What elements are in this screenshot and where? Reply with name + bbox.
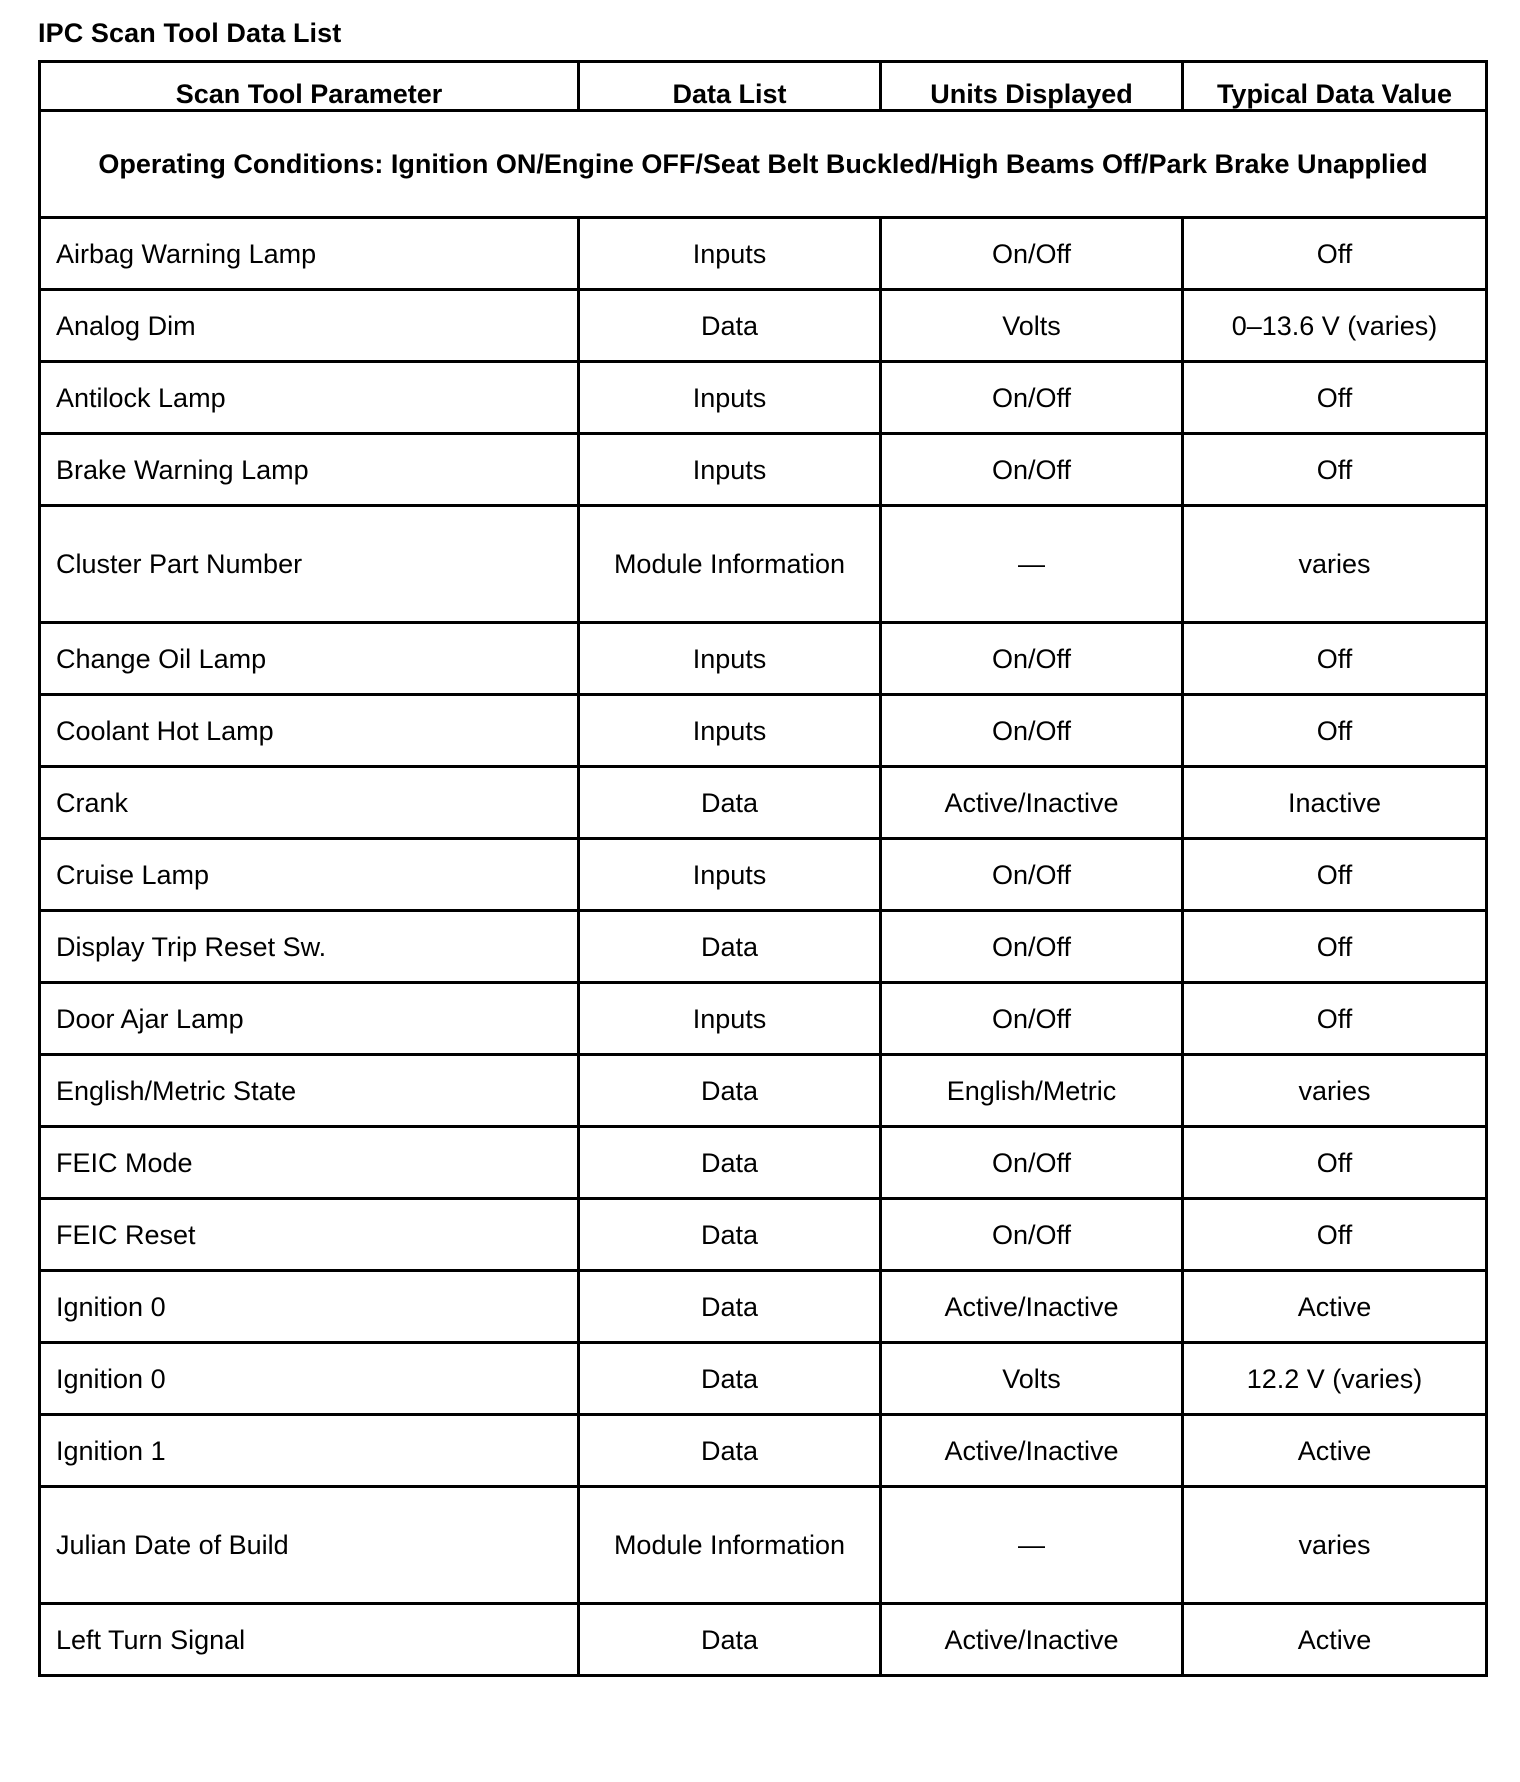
table-body bbox=[40, 218, 1487, 1676]
parameter-cell: Ignition 0 bbox=[40, 1343, 579, 1415]
units-cell: Active/Inactive bbox=[881, 1604, 1183, 1676]
data-list-cell: Inputs bbox=[579, 434, 881, 506]
parameter-cell: Left Turn Signal bbox=[40, 1604, 579, 1676]
parameter-cell: Crank bbox=[40, 767, 579, 839]
typical-value-cell: Off bbox=[1183, 218, 1487, 290]
data-list-cell: Data bbox=[579, 1127, 881, 1199]
data-list-cell: Inputs bbox=[579, 362, 881, 434]
page-title: IPC Scan Tool Data List bbox=[38, 18, 342, 48]
typical-value-cell: Off bbox=[1183, 362, 1487, 434]
data-list-cell: Inputs bbox=[579, 695, 881, 767]
operating-conditions-row bbox=[40, 111, 1487, 218]
typical-value-cell: Active bbox=[1183, 1271, 1487, 1343]
typical-value-cell: varies bbox=[1183, 1487, 1487, 1604]
data-list-cell: Data bbox=[579, 290, 881, 362]
units-cell: On/Off bbox=[881, 1127, 1183, 1199]
typical-value-cell: Off bbox=[1183, 623, 1487, 695]
units-cell: — bbox=[881, 506, 1183, 623]
header-scan-tool-parameter: Scan Tool Parameter bbox=[40, 62, 579, 111]
parameter-cell: Antilock Lamp bbox=[40, 362, 579, 434]
table-row bbox=[40, 290, 1487, 362]
table-row bbox=[40, 1055, 1487, 1127]
parameter-cell: Ignition 1 bbox=[40, 1415, 579, 1487]
data-list-cell: Data bbox=[579, 1604, 881, 1676]
table-row bbox=[40, 434, 1487, 506]
header-data-list: Data List bbox=[579, 62, 881, 111]
parameter-cell: Coolant Hot Lamp bbox=[40, 695, 579, 767]
typical-value-cell: Off bbox=[1183, 911, 1487, 983]
table-row bbox=[40, 1127, 1487, 1199]
table-row bbox=[40, 623, 1487, 695]
table-row bbox=[40, 1415, 1487, 1487]
units-cell: On/Off bbox=[881, 218, 1183, 290]
data-list-cell: Data bbox=[579, 1343, 881, 1415]
parameter-cell: Julian Date of Build bbox=[40, 1487, 579, 1604]
data-list-cell: Data bbox=[579, 1271, 881, 1343]
typical-value-cell: Off bbox=[1183, 983, 1487, 1055]
typical-value-cell: varies bbox=[1183, 1055, 1487, 1127]
units-cell: On/Off bbox=[881, 695, 1183, 767]
table-row bbox=[40, 1271, 1487, 1343]
typical-value-cell: Active bbox=[1183, 1604, 1487, 1676]
units-cell: On/Off bbox=[881, 983, 1183, 1055]
typical-value-cell: Off bbox=[1183, 434, 1487, 506]
units-cell: On/Off bbox=[881, 839, 1183, 911]
units-cell: On/Off bbox=[881, 1199, 1183, 1271]
data-list-cell: Inputs bbox=[579, 983, 881, 1055]
parameter-cell: Ignition 0 bbox=[40, 1271, 579, 1343]
table-row bbox=[40, 1604, 1487, 1676]
typical-value-cell: Active bbox=[1183, 1415, 1487, 1487]
data-list-cell: Inputs bbox=[579, 218, 881, 290]
table-row bbox=[40, 218, 1487, 290]
typical-value-cell: Off bbox=[1183, 695, 1487, 767]
parameter-cell: Cruise Lamp bbox=[40, 839, 579, 911]
header-row bbox=[40, 62, 1487, 111]
header-typical-data-value: Typical Data Value bbox=[1183, 62, 1487, 111]
parameter-cell: Cluster Part Number bbox=[40, 506, 579, 623]
data-list-cell: Data bbox=[579, 1199, 881, 1271]
units-cell: English/Metric bbox=[881, 1055, 1183, 1127]
typical-value-cell: Off bbox=[1183, 1127, 1487, 1199]
data-list-cell: Data bbox=[579, 1055, 881, 1127]
data-list-cell: Data bbox=[579, 1415, 881, 1487]
data-list-cell: Module Information bbox=[579, 1487, 881, 1604]
data-list-cell: Data bbox=[579, 767, 881, 839]
typical-value-cell: 0–13.6 V (varies) bbox=[1183, 290, 1487, 362]
table-row bbox=[40, 362, 1487, 434]
operating-conditions: Operating Conditions: Ignition ON/Engine OFF/Seat Belt Buckled/High Beams Off/Park Brake Unapplied bbox=[40, 111, 1487, 218]
table-row bbox=[40, 1343, 1487, 1415]
data-list-cell: Data bbox=[579, 911, 881, 983]
units-cell: Active/Inactive bbox=[881, 1415, 1183, 1487]
units-cell: Active/Inactive bbox=[881, 1271, 1183, 1343]
units-cell: Volts bbox=[881, 1343, 1183, 1415]
parameter-cell: Door Ajar Lamp bbox=[40, 983, 579, 1055]
units-cell: — bbox=[881, 1487, 1183, 1604]
typical-value-cell: varies bbox=[1183, 506, 1487, 623]
units-cell: On/Off bbox=[881, 623, 1183, 695]
data-list-cell: Inputs bbox=[579, 623, 881, 695]
data-list-cell: Module Information bbox=[579, 506, 881, 623]
parameter-cell: Airbag Warning Lamp bbox=[40, 218, 579, 290]
units-cell: On/Off bbox=[881, 911, 1183, 983]
typical-value-cell: 12.2 V (varies) bbox=[1183, 1343, 1487, 1415]
units-cell: On/Off bbox=[881, 434, 1183, 506]
table-row bbox=[40, 767, 1487, 839]
table-row bbox=[40, 911, 1487, 983]
typical-value-cell: Off bbox=[1183, 839, 1487, 911]
parameter-cell: FEIC Reset bbox=[40, 1199, 579, 1271]
table-row bbox=[40, 839, 1487, 911]
parameter-cell: Brake Warning Lamp bbox=[40, 434, 579, 506]
typical-value-cell: Off bbox=[1183, 1199, 1487, 1271]
parameter-cell: FEIC Mode bbox=[40, 1127, 579, 1199]
parameter-cell: Display Trip Reset Sw. bbox=[40, 911, 579, 983]
table-row bbox=[40, 695, 1487, 767]
data-list-cell: Inputs bbox=[579, 839, 881, 911]
units-cell: On/Off bbox=[881, 362, 1183, 434]
units-cell: Volts bbox=[881, 290, 1183, 362]
scan-tool-data-table bbox=[38, 60, 1488, 1677]
parameter-cell: English/Metric State bbox=[40, 1055, 579, 1127]
parameter-cell: Change Oil Lamp bbox=[40, 623, 579, 695]
table-row bbox=[40, 1487, 1487, 1604]
parameter-cell: Analog Dim bbox=[40, 290, 579, 362]
table-row bbox=[40, 983, 1487, 1055]
table-row bbox=[40, 506, 1487, 623]
header-units-displayed: Units Displayed bbox=[881, 62, 1183, 111]
table-row bbox=[40, 1199, 1487, 1271]
units-cell: Active/Inactive bbox=[881, 767, 1183, 839]
typical-value-cell: Inactive bbox=[1183, 767, 1487, 839]
